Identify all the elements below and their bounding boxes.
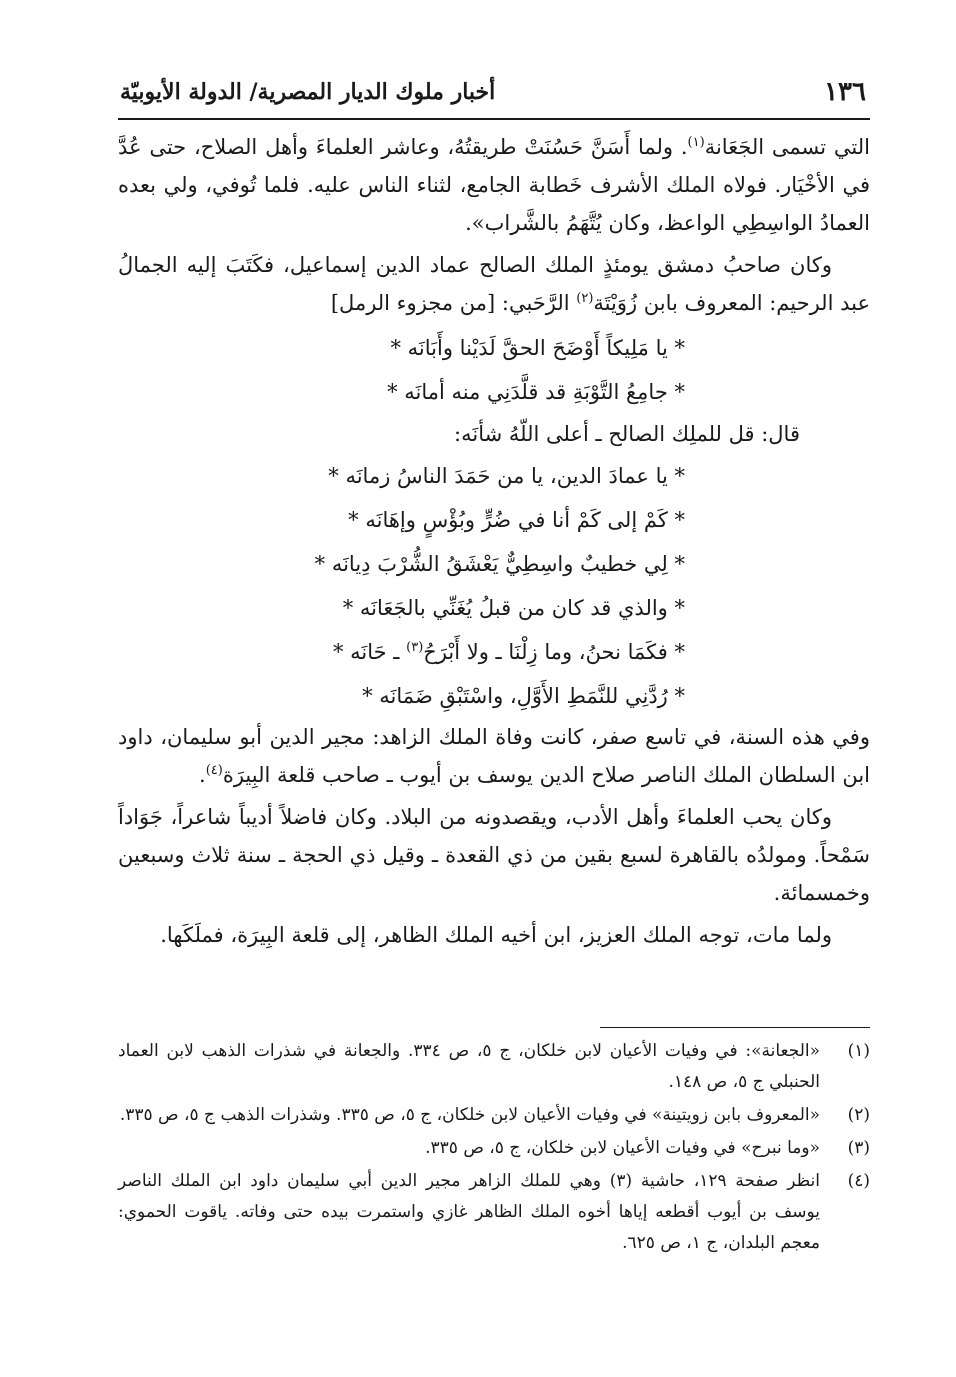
verse-line-5: * لِي خطيبٌ واسِطِيٌّ يَعْشَقُ الشُّرْبَ دِيانَه * — [314, 552, 685, 576]
paragraph-3-text-a: وفي هذه السنة، في تاسع صفر، كانت وفاة الملك الزاهد: مجير الدين أبو سليمان، داود ابن السلطان الملك الناصر صلاح الدين يوسف بن أيوب ـ صاحب قلعة البِيرَة — [118, 725, 870, 787]
footnote-3 — [118, 1133, 870, 1164]
footnote-number: (٢) — [847, 1105, 870, 1125]
header-rule — [118, 118, 870, 120]
footnote-ref-3: (٣) — [406, 640, 424, 655]
poem-block-1 — [118, 326, 870, 414]
footnote-ref-2: (٢) — [576, 291, 594, 306]
verse-line-1: * يا مَلِيكاً أَوْضَحَ الحقَّ لَدَيْنا وأَبَانَه * — [390, 336, 685, 360]
paragraph-4: وكان يحب العلماءَ وأهل الأدب، ويقصدونه من البلاد. وكان فاضلاً أديباً شاعراً، جَوَاداً سَمْحاً. ومولدُه بالقاهرة لسبع بقين من ذي القعدة ـ وقيل ذي الحجة ـ سنة ثلاث وسبعين وخمسمائة. — [118, 805, 870, 905]
verse-line-7 — [118, 630, 685, 674]
main-text — [118, 128, 870, 958]
paragraph-2-text-a: وكان صاحبُ دمشق يومئذٍ الملك الصالح عماد الدين إسماعيل، فكَتَبَ إليه الجمالُ عبد الرحيم: المعروف بابن زُوَيْتَة — [118, 253, 870, 315]
footnote-number: (٣) — [847, 1138, 870, 1158]
paragraph-1-text-b: . ولما أَسَنَّ حَسُنَتْ طريقتُهُ، وعاشر العلماءَ وأهل الصلاح، حتى عُدَّ في الأخْيَار. فولاه الملك الأشرف خَطابة الجامع، لثناء الناس عليه. فلما تُوفي، ولي بعده العمادُ الواسِطِي الواعظ، وكان يُتَّهَمُ بالشَّراب». — [118, 135, 870, 235]
verse-line-4: * كَمْ إلى كَمْ أنا في ضُرٍّ وبُؤْسٍ وإهَانَه * — [348, 508, 685, 532]
footnote-number: (١) — [847, 1041, 870, 1061]
footnote-text: «الجعانة»: في وفيات الأعيان لابن خلكان، ج ٥، ص ٣٣٤. والجعانة في شذرات الذهب لابن العماد الحنبلي ج ٥، ص ١٤٨. — [118, 1041, 821, 1092]
running-title: أخبار ملوك الديار المصرية/ الدولة الأيوبيّة — [120, 79, 496, 105]
paragraph-2 — [118, 246, 870, 322]
verse-line-7-text-b: ـ حَانَه * — [332, 640, 407, 664]
verse-introduction: قال: قل للملِك الصالح ـ أعلى اللّهُ شأنَه: — [454, 422, 800, 446]
paragraph-3 — [118, 718, 870, 794]
footnotes — [118, 1036, 870, 1261]
paragraph-2-text-b: الرَّحَبي: [من مجزوء الرمل] — [330, 291, 577, 315]
verse-line-6: * والذي قد كان من قبلُ يُغَنِّي بالجَعَانَه * — [342, 596, 685, 620]
footnote-2 — [118, 1100, 870, 1131]
footnote-ref-4: (٤) — [205, 763, 223, 778]
paragraph-3-text-b: . — [199, 763, 206, 787]
running-head — [120, 72, 866, 112]
paragraph-5: ولما مات، توجه الملك العزيز، ابن أخيه الملك الظاهر، إلى قلعة البِيرَة، فملَكَها. — [160, 923, 832, 947]
paragraph-1 — [118, 128, 870, 242]
footnote-text: انظر صفحة ١٢٩، حاشية (٣) وهي للملك الزاهر مجير الدين أبي سليمان داود ابن الملك الناصر يوسف بن أيوب أقطعه إياها أخوه الملك الظاهر غازي واستمرت بيده حتى وفاته. ياقوت الحموي: معجم البلدان، ج ١، ص ٦٢٥. — [118, 1171, 821, 1253]
footnote-ref-1: (١) — [687, 135, 705, 150]
verse-line-7-text-a: * فكَمَا نحنُ، وما زِلْنَا ـ ولا أَبْرَحُ — [423, 640, 685, 664]
footnote-text: «وما نبرح» في وفيات الأعيان لابن خلكان، ج ٥، ص ٣٣٥. — [425, 1138, 820, 1158]
verse-line-3: * يا عمادَ الدين، يا من حَمَدَ الناسُ زمانَه * — [328, 464, 685, 488]
footnote-text: «المعروف بابن زويتينة» في وفيات الأعيان لابن خلكان، ج ٥، ص ٣٣٥. وشذرات الذهب ج ٥، ص ٣٣٥. — [119, 1105, 820, 1125]
verse-line-2: * جامِعُ التَّوْبَةِ قد قلَّدَنِي منه أمانَه * — [387, 380, 685, 404]
poem-block-2 — [118, 454, 870, 718]
footnote-rule — [600, 1027, 870, 1028]
verse-line-8: * رُدَّنِي للنَّمَطِ الأَوَّلِ، واسْتَبْقِ ضَمَانَه * — [362, 684, 685, 708]
footnote-4 — [118, 1166, 870, 1259]
page-number: ١٣٦ — [824, 77, 866, 107]
paragraph-1-text-a: التي تسمى الجَعَانة — [704, 135, 870, 159]
footnote-1 — [118, 1036, 870, 1098]
footnote-number: (٤) — [847, 1171, 870, 1191]
